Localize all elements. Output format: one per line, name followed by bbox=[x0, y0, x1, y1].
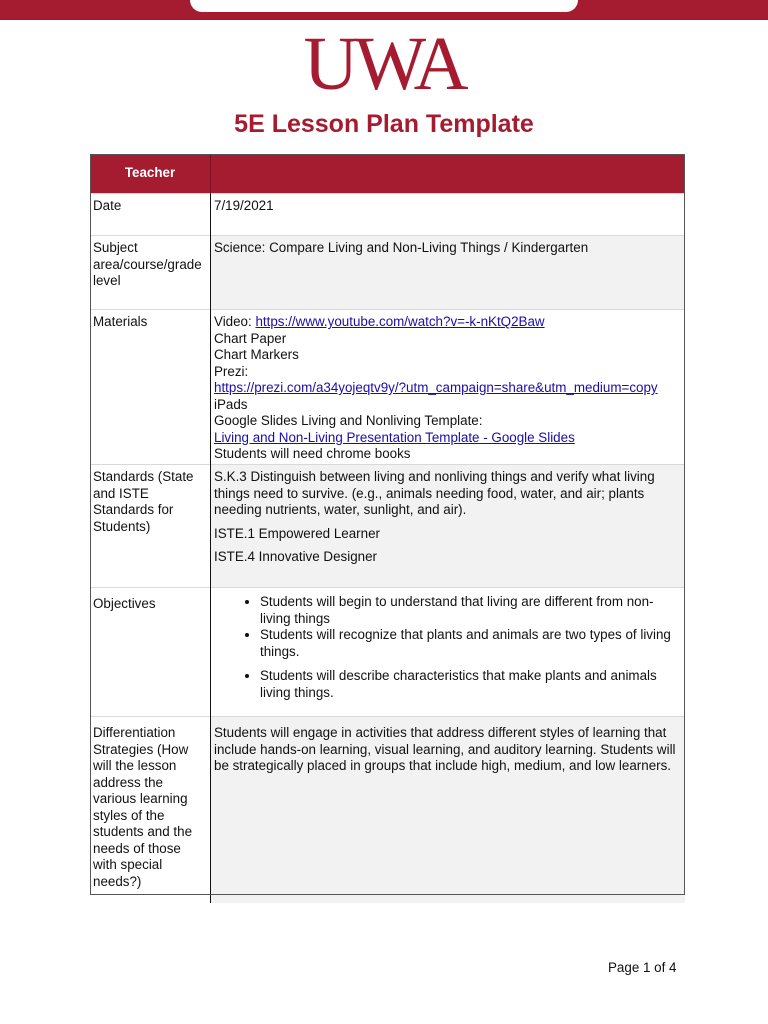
standards-value bbox=[211, 465, 686, 588]
objectives-label: Objectives bbox=[90, 588, 211, 717]
subject-label: Subject area/course/grade level bbox=[90, 236, 211, 310]
materials-item: Students will need chrome books bbox=[214, 446, 411, 461]
subject-row bbox=[90, 236, 685, 310]
standard-item: ISTE.1 Empowered Learner bbox=[214, 525, 380, 541]
video-prefix: Video: bbox=[214, 314, 256, 329]
page-number: Page 1 of 4 bbox=[608, 960, 677, 975]
page-title: 5E Lesson Plan Template bbox=[234, 110, 534, 138]
standard-item: S.K.3 Distinguish between living and nonliving things and verify what living things need to survive. (e.g., animals needing food, water, and air; plants needing nutrients, water, sunlight, and air). bbox=[214, 469, 655, 517]
subject-value: Science: Compare Living and Non-Living Things / Kindergarten bbox=[211, 236, 686, 310]
materials-value bbox=[211, 310, 686, 465]
materials-row bbox=[90, 310, 685, 465]
differentiation-value: Students will engage in activities that address different styles of learning that include hands-on learning, visual learning, and auditory learning. Students will be strategically placed in groups that include high, medium, and low learners. bbox=[211, 717, 686, 904]
teacher-value bbox=[211, 154, 686, 194]
teacher-label: Teacher bbox=[90, 154, 211, 194]
slides-link[interactable]: Living and Non-Living Presentation Template - Google Slides bbox=[214, 429, 575, 445]
objective-item: • Students will begin to understand that living are different from non-living things bbox=[260, 594, 682, 627]
materials-item: Chart Paper bbox=[214, 330, 287, 346]
top-banner-notch bbox=[190, 0, 578, 12]
materials-label: Materials bbox=[90, 310, 211, 465]
materials-video-line bbox=[214, 314, 682, 331]
differentiation-row bbox=[90, 717, 685, 904]
teacher-row bbox=[90, 154, 685, 194]
prezi-label: Prezi: bbox=[214, 363, 249, 379]
uwa-logo: UWA bbox=[303, 22, 465, 106]
slides-label: Google Slides Living and Nonliving Template: bbox=[214, 413, 483, 428]
objective-item: • Students will describe characteristics that make plants and animals living things. bbox=[260, 668, 682, 701]
materials-item: Chart Markers bbox=[214, 347, 299, 362]
objectives-row bbox=[90, 588, 685, 717]
prezi-link[interactable]: https://prezi.com/a34yojeqtv9y/?utm_campaign=share&utm_medium=copy bbox=[214, 380, 658, 395]
differentiation-label: Differentiation Strategies (How will the lesson address the various learning styles of the students and the needs of those with special needs?) bbox=[90, 717, 211, 904]
date-value: 7/19/2021 bbox=[211, 194, 686, 236]
video-link[interactable]: https://www.youtube.com/watch?v=-k-nKtQ2Baw bbox=[255, 314, 545, 329]
objective-item: • Students will recognize that plants and animals are two types of living things. bbox=[260, 627, 682, 660]
standards-row bbox=[90, 465, 685, 588]
date-row bbox=[90, 194, 685, 236]
materials-item: iPads bbox=[214, 396, 248, 412]
date-label: Date bbox=[90, 194, 211, 236]
objectives-value bbox=[211, 588, 686, 717]
objectives-list bbox=[214, 594, 682, 701]
lesson-plan-table bbox=[90, 154, 685, 903]
standard-item: ISTE.4 Innovative Designer bbox=[214, 549, 378, 564]
standards-label: Standards (State and ISTE Standards for Students) bbox=[90, 465, 211, 588]
